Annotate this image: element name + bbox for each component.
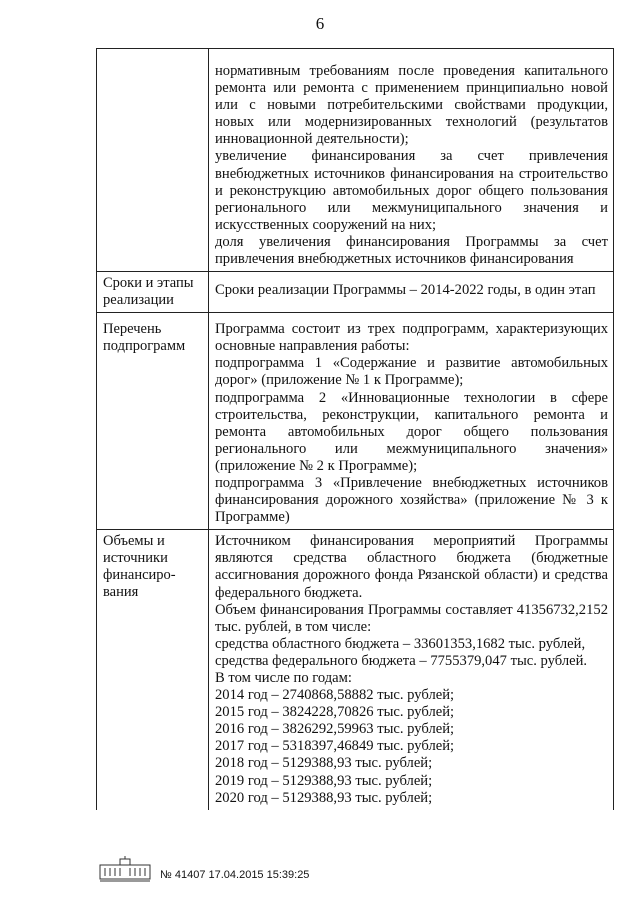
content-paragraph: 2020 год – 5129388,93 тыс. рублей; <box>215 789 433 806</box>
content-paragraph: 2019 год – 5129388,93 тыс. рублей; <box>215 772 433 789</box>
program-passport-table <box>96 48 614 810</box>
content-paragraph: Сроки реализации Программы – 2014-2022 годы, в один этап <box>215 282 596 299</box>
content-paragraph: Программа состоит из трех подпрограмм, характеризующих основные направления работы: <box>215 321 608 355</box>
content-paragraph: 2015 год – 3824228,70826 тыс. рублей; <box>215 704 455 721</box>
registration-number: № 41407 17.04.2015 15:39:25 <box>160 869 310 881</box>
content-paragraph: подпрограмма 1 «Содержание и развитие автомобильных дорог» (приложение № 1 к Программе); <box>215 355 608 389</box>
content-paragraph: 2017 год – 5318397,46849 тыс. рублей; <box>215 738 455 755</box>
row-content <box>209 530 614 810</box>
row-label: Сроки и этапы реализации <box>97 272 209 313</box>
row-label: Объемы и источники финансиро-вания <box>97 530 209 810</box>
content-paragraph: средства областного бюджета – 33601353,1682 тыс. рублей, <box>215 635 586 652</box>
page-number: 6 <box>315 14 325 33</box>
row-content <box>209 49 614 272</box>
content-paragraph: 2016 год – 3826292,59963 тыс. рублей; <box>215 721 455 738</box>
content-paragraph: В том числе по годам: <box>215 670 352 686</box>
content-paragraph: доля увеличения финансирования Программы за счет привлечения внебюджетных источников финансирования <box>215 233 608 268</box>
row-content <box>209 272 614 313</box>
content-paragraph: подпрограмма 2 «Инновационные технологии в сфере строительства, реконструкции, капитального ремонта и ремонта автомобильных дорог общего пользования регионального или межмуниципального значения» (приложение № 2 к Программе); <box>215 389 608 474</box>
table-row <box>97 313 614 530</box>
row-content <box>209 313 614 530</box>
content-paragraph: нормативным требованиям после проведения капитального ремонта или ремонта с применением принципиально новой или с новыми потребительскими свойствами продукции, новых или модернизированных технологий (результатов инновационной деятельности); <box>215 63 608 148</box>
content-paragraph: увеличение финансирования за счет привлечения внебюджетных источников финансирования на строительство и реконструкцию автомобильных дорог общего пользования регионального или межмуниципального значения и искусственных сооружений на них; <box>215 148 608 233</box>
content-paragraph: 2014 год – 2740868,58882 тыс. рублей; <box>215 687 455 704</box>
table-row <box>97 530 614 810</box>
content-paragraph: Источником финансирования мероприятий Программы являются средства областного бюджета (бюджетные ассигнования дорожного фонда Рязанской области) и средства федерального бюджета. <box>215 533 608 601</box>
row-label: Перечень подпрограмм <box>97 313 209 530</box>
content-paragraph: 2018 год – 5129388,93 тыс. рублей; <box>215 755 433 772</box>
table-row <box>97 272 614 313</box>
table-row <box>97 49 614 272</box>
content-paragraph: средства федерального бюджета – 7755379,047 тыс. рублей. <box>215 652 588 669</box>
content-paragraph: Объем финансирования Программы составляет 41356732,2152 тыс. рублей, в том числе: <box>215 601 608 635</box>
document-stamp <box>98 856 368 884</box>
content-paragraph: подпрограмма 3 «Привлечение внебюджетных источников финансирования дорожного хозяйства» (приложение № 3 к Программе) <box>215 474 608 526</box>
government-building-seal-icon <box>98 856 154 884</box>
row-label <box>97 49 209 272</box>
